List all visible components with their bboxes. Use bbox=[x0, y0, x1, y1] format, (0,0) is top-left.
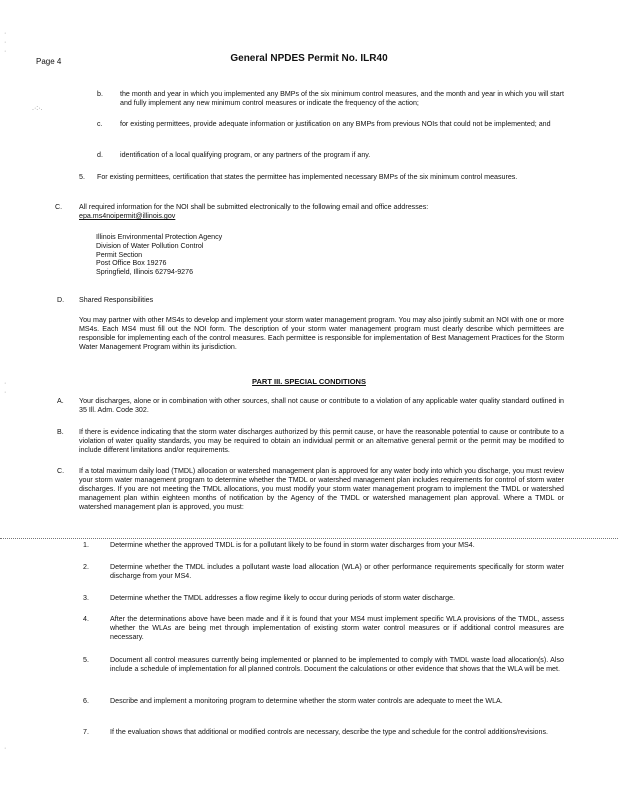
step-label: 4. bbox=[83, 615, 89, 623]
item-label: 5. bbox=[79, 173, 85, 181]
item-label: c. bbox=[97, 120, 103, 128]
address-line: Division of Water Pollution Control bbox=[96, 241, 204, 250]
step-label: 2. bbox=[83, 563, 89, 571]
step-label: 3. bbox=[83, 594, 89, 602]
step-text: If the evaluation shows that additional or modified controls are necessary, describe the type and schedule for the control additions/revisions. bbox=[110, 728, 548, 736]
section-label: B. bbox=[57, 428, 64, 436]
section-d-title: Shared Responsibilities bbox=[79, 296, 154, 304]
address-line: Permit Section bbox=[96, 250, 143, 259]
mailing-address bbox=[96, 233, 222, 277]
step-label: 6. bbox=[83, 697, 89, 705]
scan-mark: · · bbox=[4, 380, 7, 396]
item-text: for existing permittees, provide adequate information or justification on any BMPs from previous NOIs that could not be implemented; and bbox=[120, 120, 551, 128]
condition-b-text: If there is evidence indicating that the storm water discharges authorized by this permit cause, or have the reasonable potential to cause or contribute to a violation of water quality standards, you may be required to obtain an individual permit or an alternative general permit or the permit may be modified to include different limitations and/or requirements. bbox=[79, 428, 564, 454]
section-d-text: You may partner with other MS4s to develop and implement your storm water management program. You may also jointly submit an NOI with one or more MS4s. Each MS4 must fill out the NOI form. The description of your storm water management program must clearly describe which permittees are responsible for implementing each of the control measures. Each permittee is responsible for implementation of Best Management Practices for the Storm Water Management Program within its jurisdiction. bbox=[79, 316, 564, 351]
section-c-text: All required information for the NOI shall be submitted electronically to the following email and office addresses: bbox=[79, 203, 429, 211]
address-line: Post Office Box 19276 bbox=[96, 259, 167, 268]
page-title: General NPDES Permit No. ILR40 bbox=[230, 53, 388, 64]
condition-a-text: Your discharges, alone or in combination with other sources, shall not cause or contribute to a violation of any applicable water quality standard outlined in 35 Ill. Adm. Code 302. bbox=[79, 397, 564, 414]
item-label: d. bbox=[97, 151, 103, 159]
step-label: 5. bbox=[83, 656, 89, 664]
page-number: Page 4 bbox=[36, 57, 62, 66]
step-label: 1. bbox=[83, 541, 89, 549]
step-text: Describe and implement a monitoring program to determine whether the storm water controls are adequate to meet the WLA. bbox=[110, 697, 503, 705]
section-label: A. bbox=[57, 397, 64, 405]
address-line: Springfield, Illinois 62794-9276 bbox=[96, 268, 194, 277]
scan-mark: .·:·. bbox=[32, 105, 43, 112]
noi-email-link[interactable]: epa.ms4noipermit@illinois.gov bbox=[79, 212, 176, 220]
address-line: Illinois Environmental Protection Agency bbox=[96, 233, 223, 241]
step-label: 7. bbox=[83, 728, 89, 736]
item-text: For existing permittees, certification that states the permittee has implemented necessary BMPs of the six minimum control measures. bbox=[97, 173, 518, 181]
section-label: D. bbox=[57, 296, 65, 304]
scan-mark: · bbox=[4, 745, 7, 752]
section-label: C. bbox=[55, 203, 63, 211]
item-text: identification of a local qualifying program, or any partners of the program if any. bbox=[120, 151, 371, 159]
condition-c-text: If a total maximum daily load (TMDL) allocation or watershed management plan is approved for any water body into which you discharge, you must review your storm water management program to determine whether the TMDL or watershed management plan includes requirements for control of storm water discharges. If you are not meeting the TMDL allocations, you must modify your storm water management program to implement the TMDL or watershed management plan within eighteen months of notification by the Agency of the TMDL or watershed management plan approval. Where a TMDL or watershed management plan is approved, you must: bbox=[79, 467, 564, 511]
step-text: Document all control measures currently being implemented or planned to be implemented to comply with TMDL waste load allocation(s). Also include a schedule of implementation for all planned controls. Document the calculations or other evidence that shows that the WLA will be met. bbox=[110, 656, 564, 673]
step-text: Determine whether the approved TMDL is for a pollutant likely to be found in storm water discharges from your MS4. bbox=[110, 541, 475, 549]
section-label: C. bbox=[57, 467, 65, 475]
step-text: After the determinations above have been made and if it is found that your MS4 must implement specific WLA provisions of the TMDL, assess whether the WLAs are being met through implementation of existing storm water control measures or if additional control measures are necessary. bbox=[110, 615, 564, 641]
step-text: Determine whether the TMDL includes a pollutant waste load allocation (WLA) or other performance requirements specifically for storm water discharge from your MS4. bbox=[110, 563, 564, 580]
step-text: Determine whether the TMDL addresses a flow regime likely to occur during periods of storm water discharge. bbox=[110, 594, 455, 602]
scan-separator bbox=[0, 538, 618, 539]
item-text: the month and year in which you implemented any BMPs of the six minimum control measures, and the month and year in which you will start and fully implement any new minimum control measures or indicate the frequency of the action; bbox=[120, 90, 564, 107]
part-heading: PART III. SPECIAL CONDITIONS bbox=[252, 377, 366, 386]
item-label: b. bbox=[97, 90, 103, 98]
scan-mark: · · · bbox=[4, 30, 7, 55]
